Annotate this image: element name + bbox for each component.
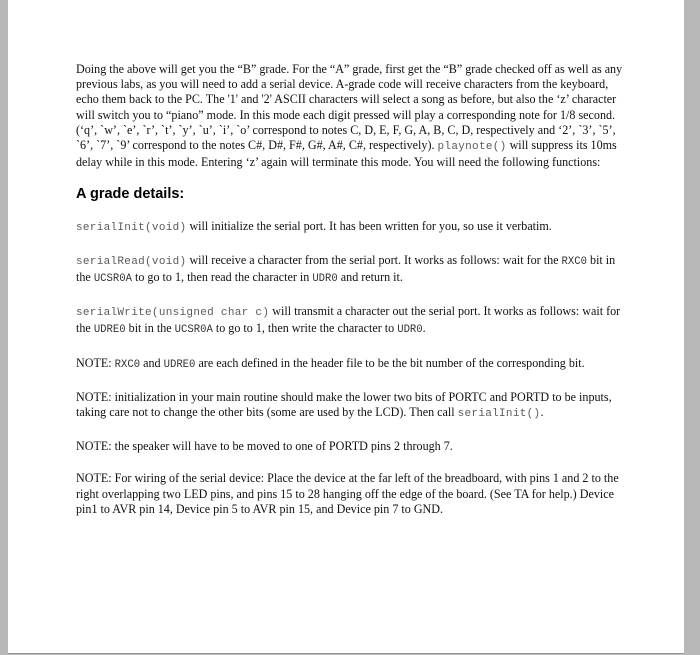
serial-init-call-code: serialInit() (457, 408, 541, 421)
serial-write-text-3: to go to 1, then write the character to (215, 321, 395, 336)
reg-ucsr0a: UCSR0A (174, 324, 213, 337)
reg-ucsr0a: UCSR0A (93, 273, 132, 286)
intro-text: Doing the above will get you the “B” grade. For the “A” grade, first get the “B” grade checked off as well as any previous labs, as you will need to add a serial device. A-grade code will receive characters from the keyboard, echo them back to the PC. The '1' and '2' ASCII characters will select a song as before, but also the ‘z’ character will switch you to “piano” mode. In this mode each digit pressed will play a corresponding note for 1/8 second. (‘q’, `w’, `e’, `r’, `t’, `y’, `u’, `i’, `o’ correspond to notes C, D, E, F, G, A, B, C, D, respectively and ‘2’, `3’, `5’, `6’, `7’, `9’ correspond to the notes C#, D#, F#, G#, A#, C#, respectively). (76, 62, 623, 153)
reg-udre0: UDRE0 (163, 358, 196, 371)
serial-write-paragraph (76, 304, 628, 338)
serial-read-text-1: will receive a character from the serial port. It works as follows: wait for the (189, 252, 559, 267)
playnote-code: playnote() (437, 141, 507, 154)
serial-read-text-2: bit in the (76, 252, 616, 285)
reg-rxc0: RXC0 (561, 255, 587, 268)
note-paragraph (76, 356, 628, 373)
serial-read-text-4: and return it. (340, 270, 403, 285)
serial-read-code: serialRead(void) (76, 255, 187, 268)
note2-text: NOTE: initialization in your main routine should make the lower two bits of PORTC and PORTD to be inputs, taking care not to change the other bits (some are used by the LCD). Then call (76, 389, 612, 420)
serial-write-text-1: will transmit a character out the serial port. It works as follows: wait for the (76, 304, 621, 336)
note-paragraph: NOTE: For wiring of the serial device: Place the device at the far left of the breadboard, with pins 1 and 2 to the right overlapping two LED pins, and pins 15 to 28 hanging off the edge of the board. (See TA for help.) Device pin1 to AVR pin 14, Device pin 5 to AVR pin 15, and Device pin 7 to GND. (76, 471, 619, 516)
reg-udr0: UDR0 (397, 324, 423, 337)
reg-rxc0: RXC0 (114, 358, 141, 371)
serial-read-paragraph (76, 253, 628, 287)
note1-text-2: and (143, 355, 161, 370)
note2-end: . (540, 405, 544, 420)
document-content (76, 62, 628, 534)
serial-write-text-4: . (422, 321, 426, 336)
intro-paragraph (76, 62, 628, 170)
note1-text-3: are each defined in the header file to be the bit number of the corresponding bit. (198, 355, 585, 370)
serial-init-text: will initialize the serial port. It has been written for you, so use it verbatim. (189, 218, 552, 233)
reg-udre0: UDRE0 (93, 324, 126, 337)
note1-label: NOTE: (76, 355, 112, 370)
note-paragraph: NOTE: the speaker will have to be moved to one of PORTD pins 2 through 7. (76, 439, 453, 454)
serial-write-code: serialWrite(unsigned char c) (76, 307, 270, 320)
serial-init-paragraph (76, 219, 628, 236)
serial-read-text-3: to go to 1, then read the character in (135, 270, 310, 285)
reg-udr0: UDR0 (312, 273, 338, 286)
intro-text-end: will suppress its 10ms delay while in this mode. Entering ‘z’ again will terminate this mode. You will need the following functions: (76, 138, 617, 170)
serial-init-code: serialInit(void) (76, 221, 187, 234)
serial-write-text-2: bit in the (128, 321, 172, 336)
note-paragraph (76, 390, 628, 422)
document-page (8, 0, 684, 654)
section-heading: A grade details: (76, 186, 185, 203)
